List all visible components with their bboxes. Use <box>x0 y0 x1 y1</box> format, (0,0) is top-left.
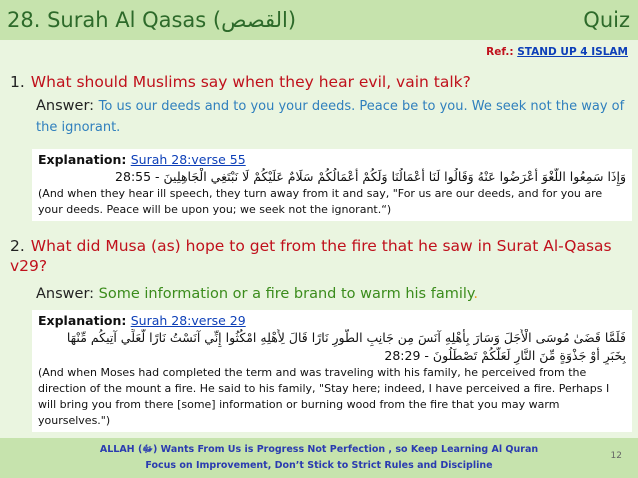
explanation-label: Explanation: <box>38 313 127 328</box>
question-text: What did Musa (as) hope to get from the fire that he saw in Surat Al-Qasas v29? <box>10 237 612 275</box>
footer-line-1: ALLAH (ﷻ) Wants From Us is Progress Not Perfection , so Keep Learning Al Quran <box>99 444 539 455</box>
answer-label: Answer: <box>36 98 95 114</box>
reference-link[interactable]: STAND UP 4 ISLAM <box>517 46 628 58</box>
footer-line-2: Focus on Improvement, Don’t Stick to Strict Rules and Discipline <box>145 460 493 471</box>
reference-label: Ref.: <box>486 46 514 58</box>
answer-period: . <box>473 286 479 302</box>
answer-2 <box>36 284 626 304</box>
slide-title: 28. Surah Al Qasas (القصص) <box>7 8 297 32</box>
reference-line <box>486 46 628 58</box>
answer-text: Some information or a fire brand to warm his family <box>98 286 474 302</box>
question-text: What should Muslims say when they hear evil, vain talk? <box>30 73 471 91</box>
verse-link[interactable]: Surah 28:verse 55 <box>130 152 246 167</box>
page-number: 12 <box>610 451 622 461</box>
explanation-label: Explanation: <box>38 152 127 167</box>
question-2 <box>10 236 620 276</box>
answer-text: To us our deeds and to you your deeds. Peace be to you. We seek not the way of the ignorant. <box>36 99 625 135</box>
explanation-heading <box>38 152 626 168</box>
explanation-heading <box>38 313 626 329</box>
answer-label: Answer: <box>36 286 95 302</box>
verse-translation: (And when Moses had completed the term and was traveling with his family, he perceived from the direction of the mount a fire. He said to his family, "Stay here; indeed, I have perceived a fire. Perhaps I will bring you from there [some] information or burning wood from the fire that you may warm yourselves.") <box>38 366 610 427</box>
question-number: 2. <box>10 237 25 255</box>
explanation-box-1 <box>32 149 632 221</box>
question-number: 1. <box>10 73 25 91</box>
verse-link[interactable]: Surah 28:verse 29 <box>130 313 246 328</box>
arabic-verse: وَإِذَا سَمِعُوا اللَّغْوَ أَعْرَضُوا عَنْهُ وَقَالُوا لَنَا أَعْمَالُنَا وَلَكُمْ أَعْمَالُكُمْ سَلَامٌ عَلَيْكُمْ لَا نَبْتَغِي الْجَاهِلِينَ - 28:55 <box>115 169 626 184</box>
quiz-label: Quiz <box>583 8 630 32</box>
slide-header <box>0 0 638 40</box>
question-1 <box>10 72 471 92</box>
arabic-verse-line-2: بِخَبَرٍ أَوْ جَذْوَةٍ مِّنَ النَّارِ لَعَلَّكُمْ تَصْطَلُونَ - 28:29 <box>384 348 626 363</box>
arabic-verse-line-1: فَلَمَّا قَضَىٰ مُوسَى الْأَجَلَ وَسَارَ بِأَهْلِهِ آنَسَ مِن جَانِبِ الطُّورِ نَارًا قَالَ لِأَهْلِهِ امْكُثُوا إِنِّي آنَسْتُ نَارًا لَّعَلِّي آتِيكُم مِّنْهَا <box>66 330 626 345</box>
explanation-box-2 <box>32 310 632 432</box>
slide-footer <box>0 438 638 478</box>
verse-translation: (And when they hear ill speech, they turn away from it and say, "For us are our deeds, and for you are your deeds. Peace will be upon you; we seek not the ignorant.“) <box>38 187 603 216</box>
answer-1 <box>36 96 626 138</box>
